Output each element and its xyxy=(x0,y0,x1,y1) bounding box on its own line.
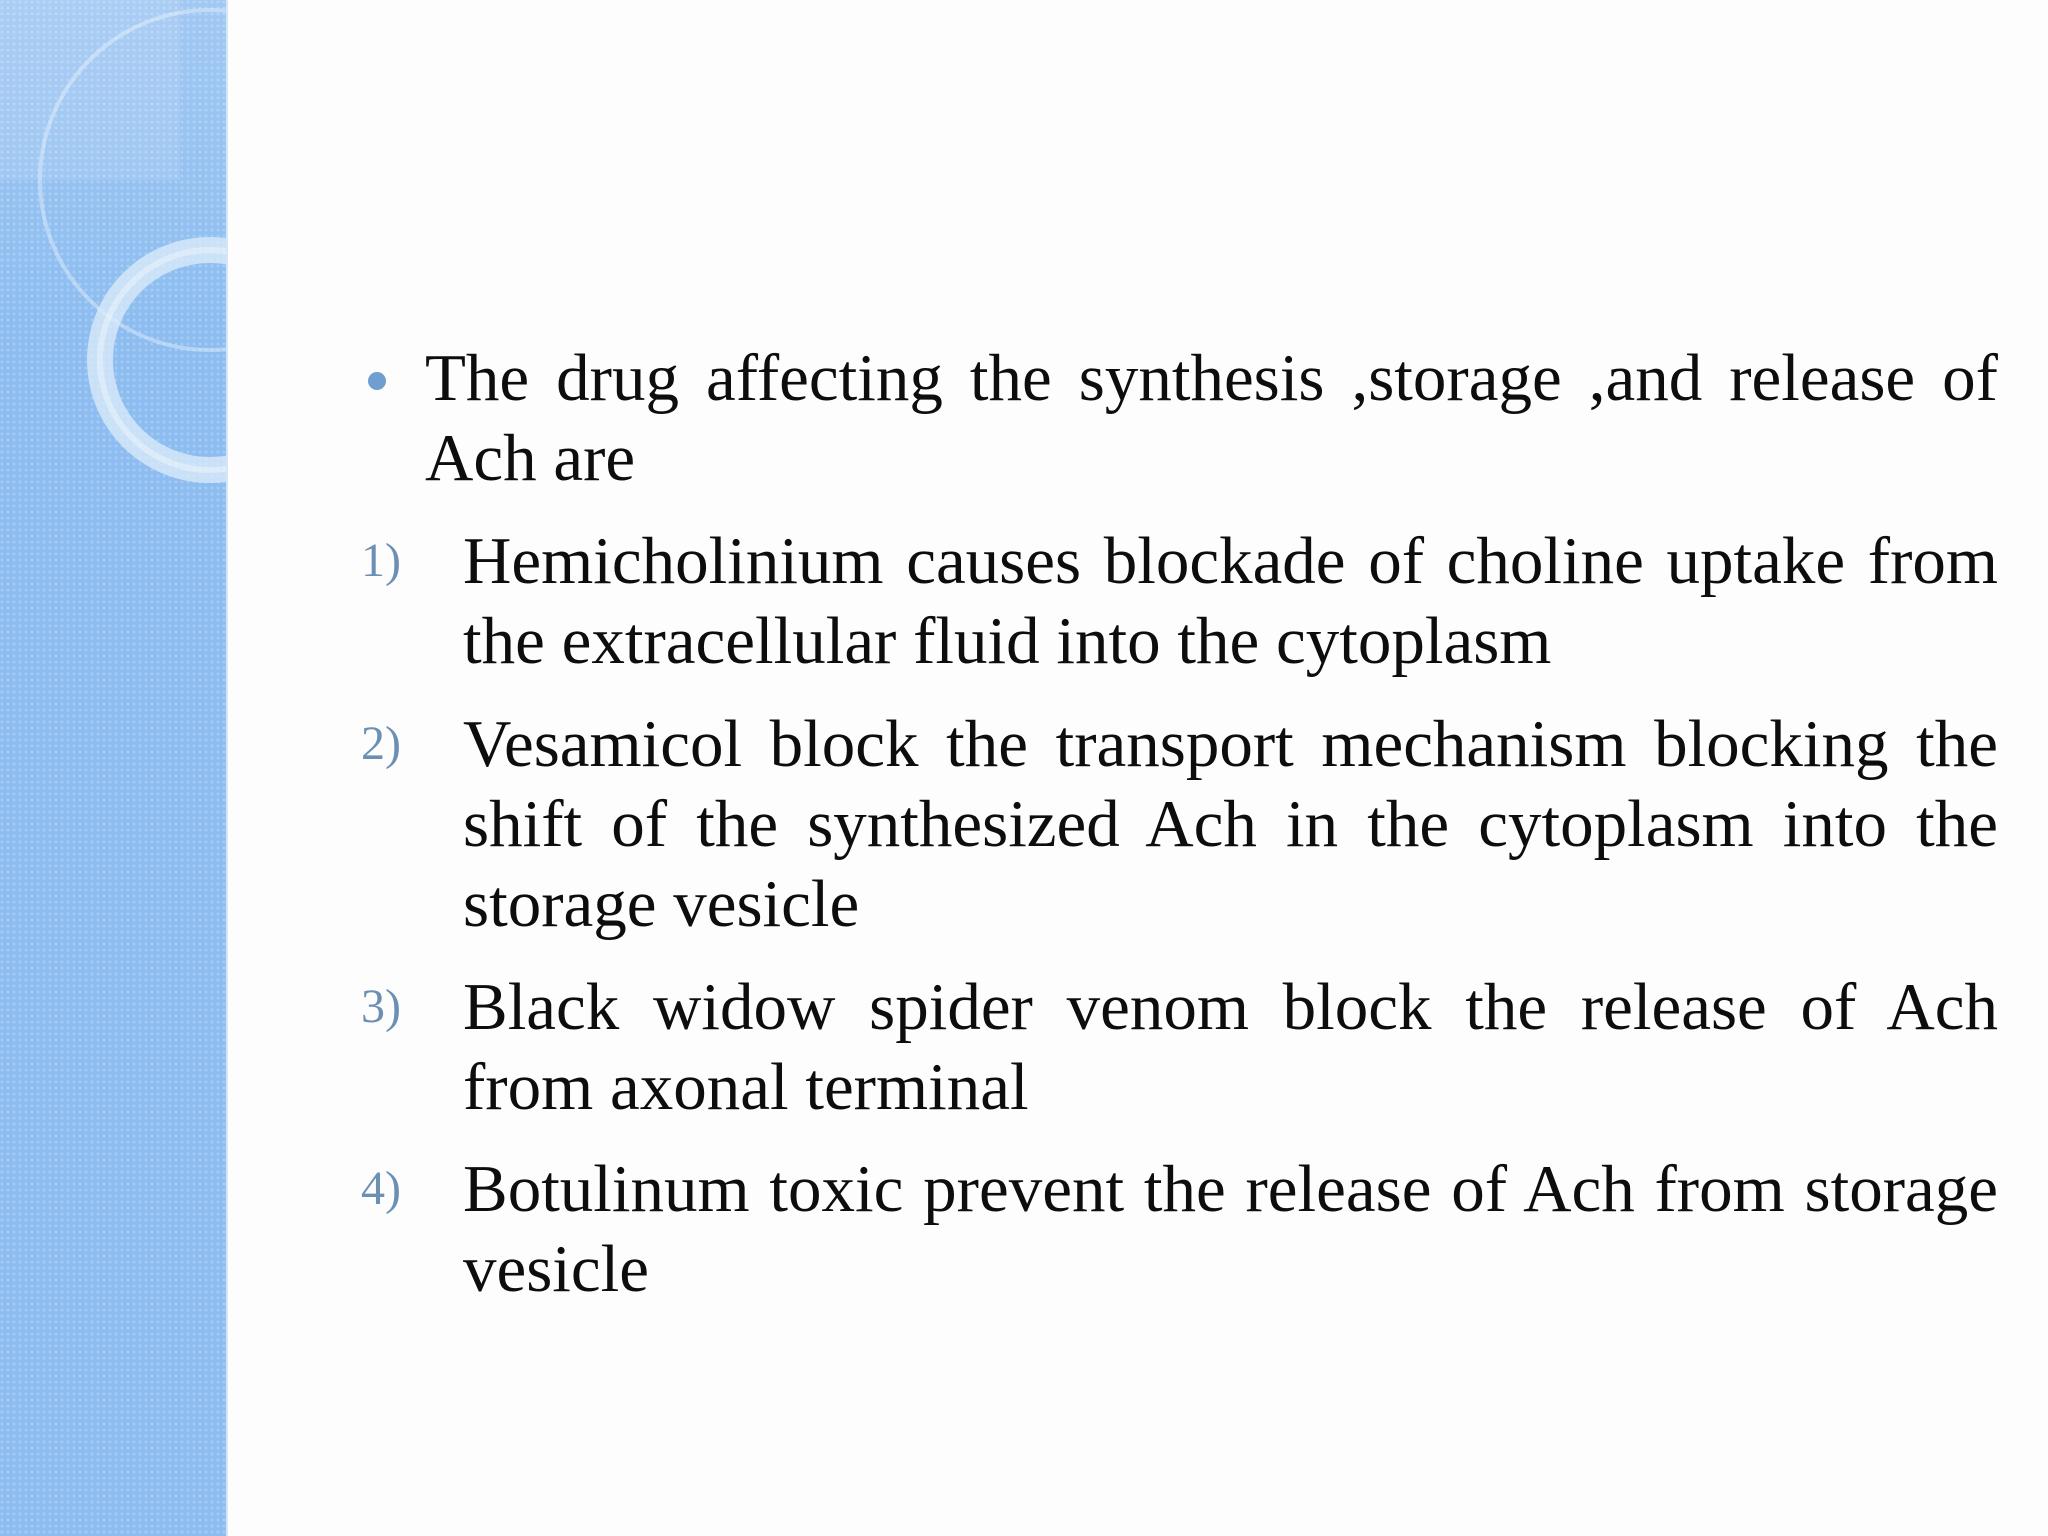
list-marker: 2) xyxy=(361,717,401,770)
list-item-text: Vesamicol block the transport mechanism blocking the shift of the synthesized Ach in the cytoplasm into the storage vesicle xyxy=(463,707,1998,941)
list-item-text: Black widow spider venom block the release of Ach from axonal terminal xyxy=(463,970,1998,1124)
round-bullet-icon xyxy=(368,372,386,390)
intro-text: The drug affecting the synthesis ,storage ,and release of Ach are xyxy=(425,341,1998,495)
list-item-text: Botulinum toxic prevent the release of Ach from storage vesicle xyxy=(463,1152,1998,1306)
list-marker: 4) xyxy=(361,1162,401,1215)
list-marker: 3) xyxy=(361,980,401,1033)
list-marker: 1) xyxy=(361,534,401,587)
list-item-text: Hemicholinium causes blockade of choline uptake from the extracellular fluid into the cytoplasm xyxy=(463,524,1998,678)
